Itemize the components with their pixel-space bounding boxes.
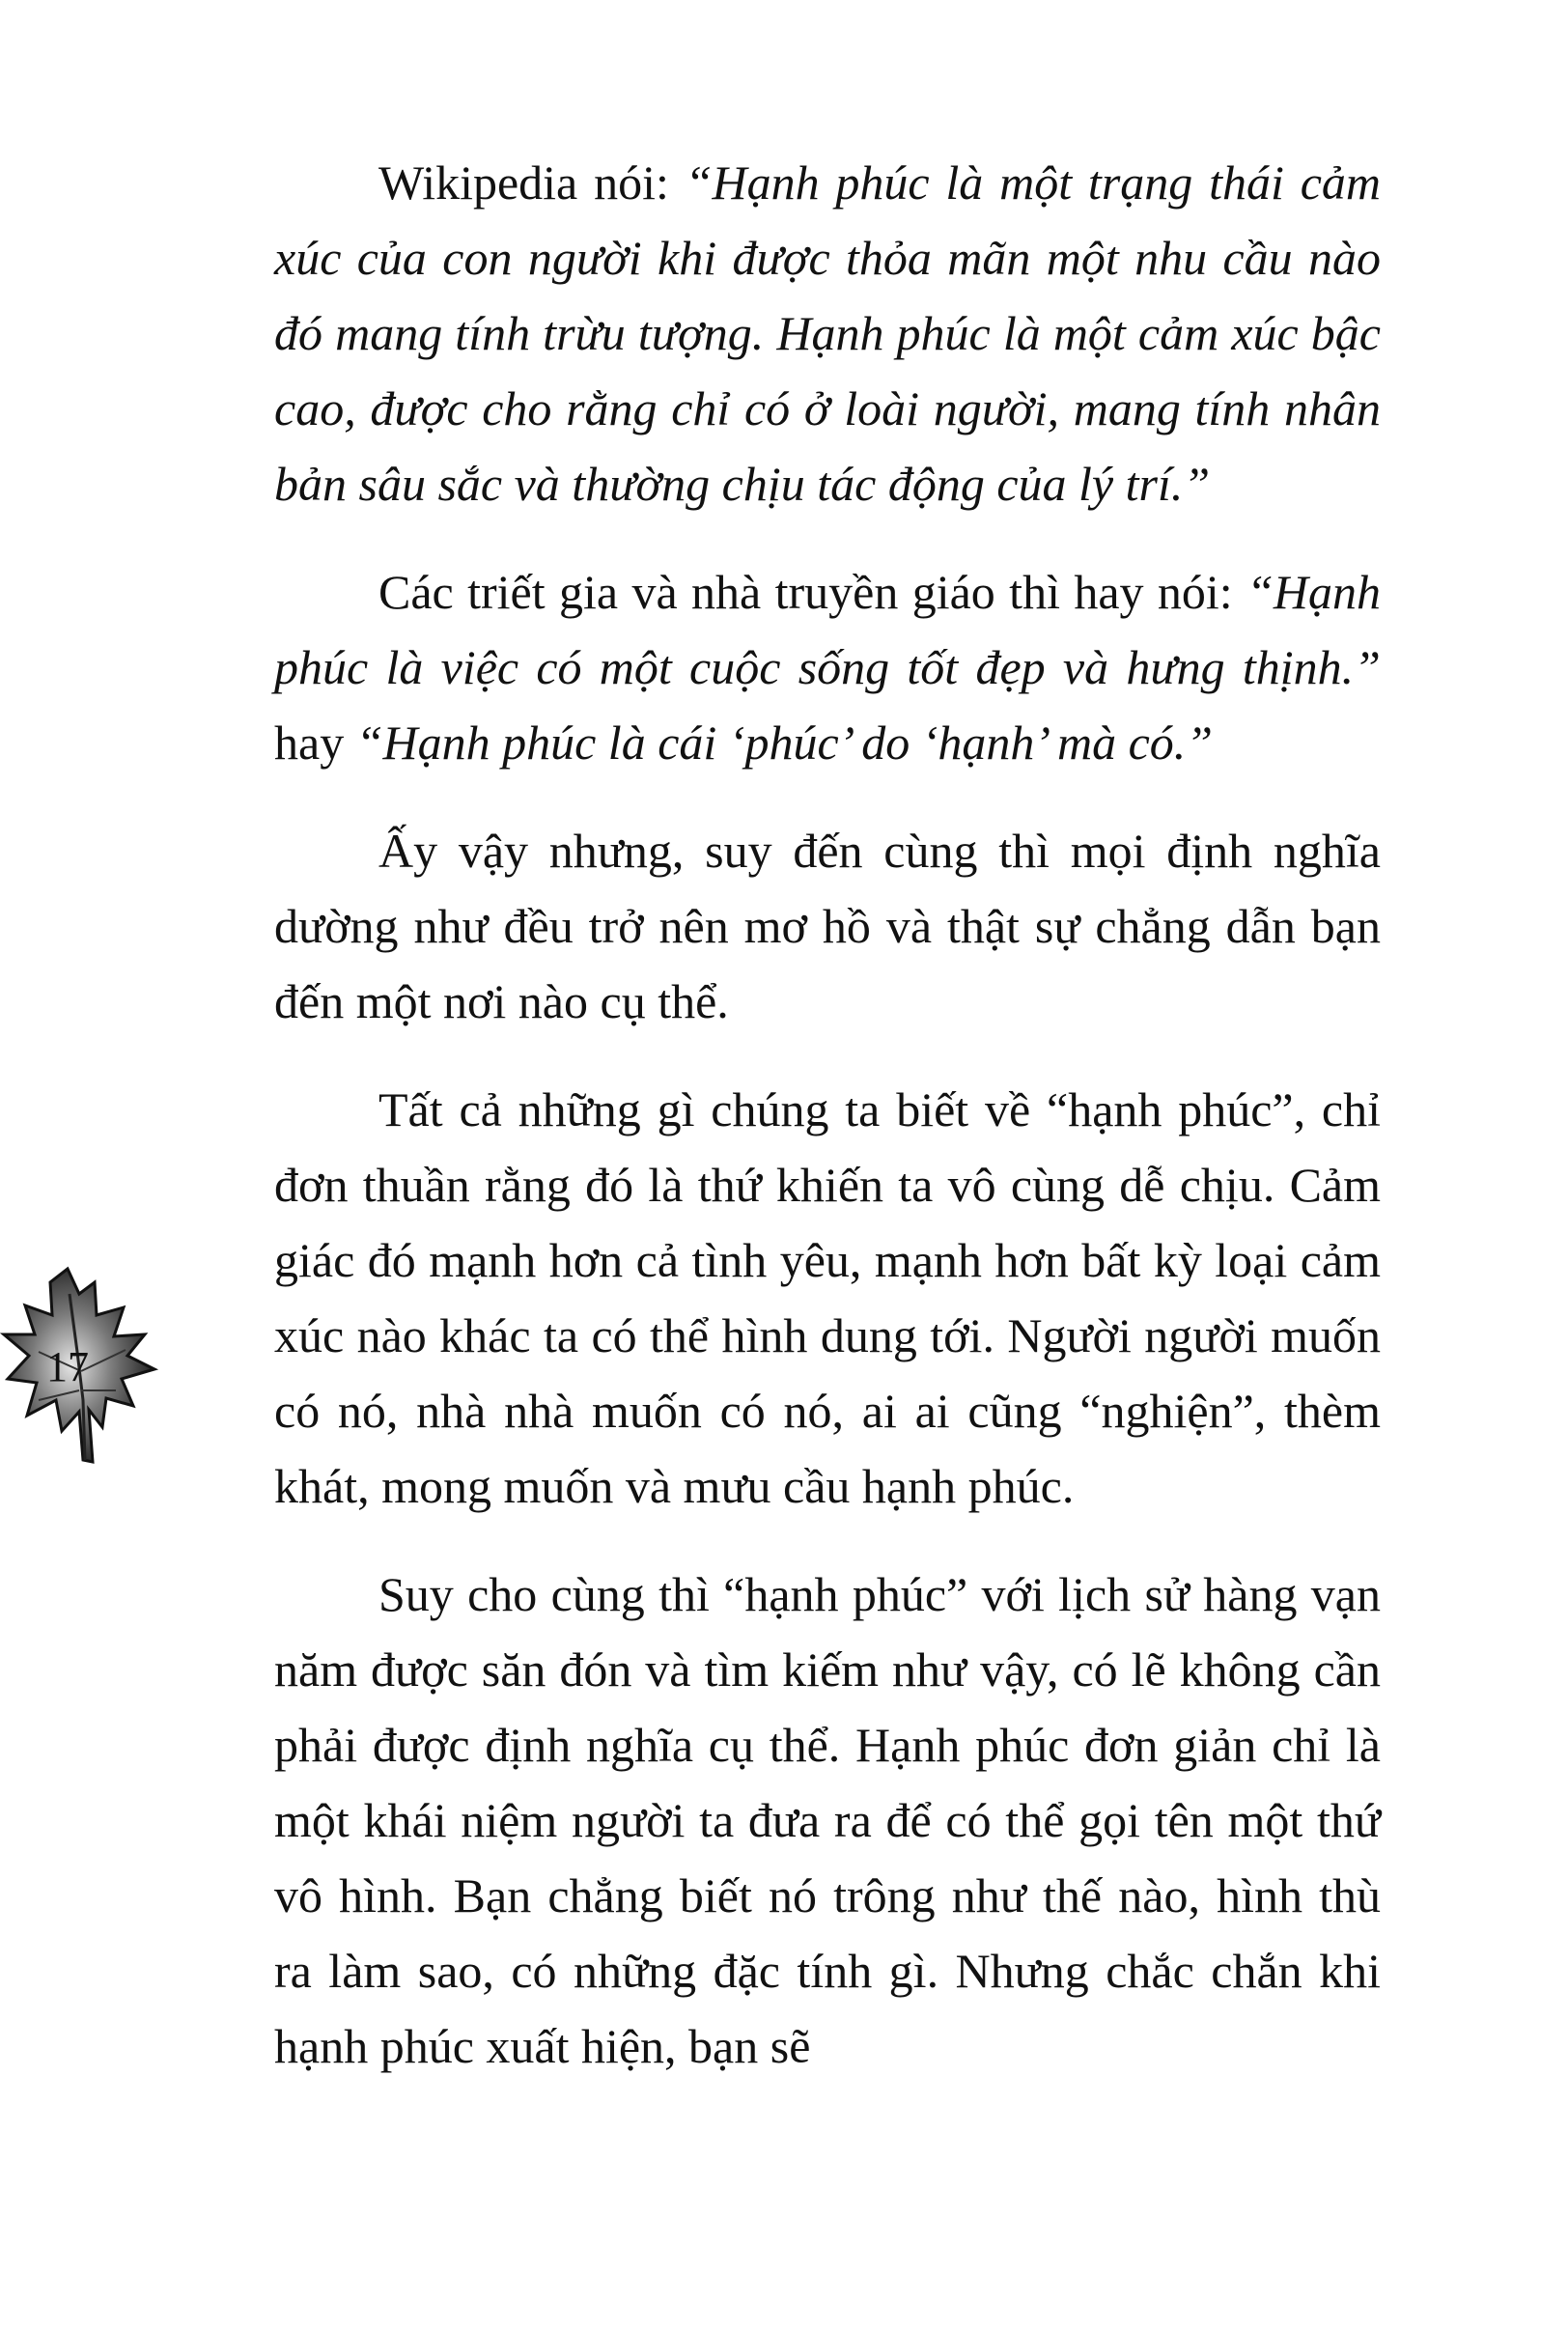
- paragraph-definitions-vague: Ấy vậy nhưng, suy đến cùng thì mọi định nghĩa dường như đều trở nên mơ hồ và thật sự chẳng dẫn bạn đến một nơi nào cụ thể.: [274, 824, 1381, 1028]
- paragraph-no-definition: Suy cho cùng thì “hạnh phúc” với lịch sử hàng vạn năm được săn đón và tìm kiếm như vậy, có lẽ không cần phải được định nghĩa cụ thể. Hạnh phúc đơn giản chỉ là một khái niệm người ta đưa ra để có thể gọi tên một thứ vô hình. Bạn chẳng biết nó trông như thế nào, hình thù ra làm sao, có những đặc tính gì. Nhưng chắc chắn khi hạnh phúc xuất hiện, bạn sẽ: [274, 1567, 1381, 2073]
- paragraph-lead: Các triết gia và nhà truyền giáo thì hay nói:: [378, 565, 1247, 619]
- italic-quote: “Hạnh phúc là việc có một cuộc sống tốt đẹp và hưng thịnh.”: [274, 565, 1381, 694]
- paragraph-wikipedia: [274, 145, 1381, 521]
- paragraph-what-we-know: Tất cả những gì chúng ta biết về “hạnh phúc”, chỉ đơn thuần rằng đó là thứ khiến ta vô cùng dễ chịu. Cảm giác đó mạnh hơn cả tình yêu, mạnh hơn bất kỳ loại cảm xúc nào khác ta có thể hình dung tới. Người người muốn có nó, nhà nhà muốn có nó, ai ai cũng “nghiện”, thèm khát, mong muốn và mưu cầu hạnh phúc.: [274, 1082, 1381, 1513]
- page-number: 17: [46, 1343, 89, 1390]
- italic-quote: “Hạnh phúc là một trạng thái cảm xúc của con người khi được thỏa mãn một nhu cầu nào đó mang tính trừu tượng. Hạnh phúc là một cảm xúc bậc cao, được cho rằng chỉ có ở loài người, mang tính nhân bản sâu sắc và thường chịu tác động của lý trí.”: [274, 155, 1381, 511]
- body-text: [274, 145, 1381, 2117]
- paragraph-philosophers: [274, 554, 1381, 780]
- italic-quote: “Hạnh phúc là cái ‘phúc’ do ‘hạnh’ mà có.”: [355, 716, 1214, 770]
- paragraph-lead: Wikipedia nói:: [378, 155, 686, 210]
- paragraph-connector: hay: [274, 716, 356, 770]
